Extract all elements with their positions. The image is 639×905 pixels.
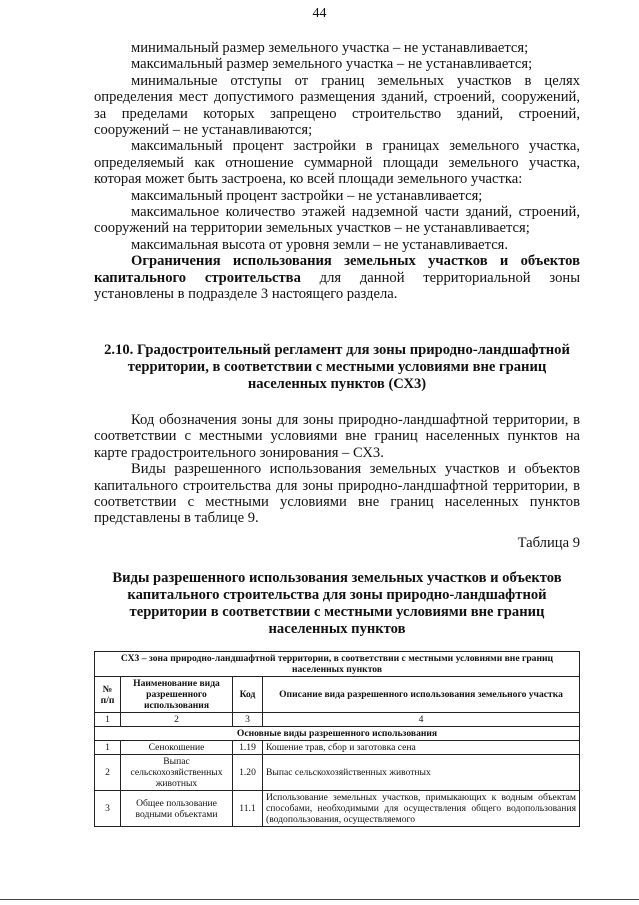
row-number: 3 xyxy=(95,791,121,827)
page-bottom-edge xyxy=(0,899,639,900)
table-title: Виды разрешенного использования земельных участков и объектов капитального строительства для зоны природно-ландшафтной территории в соответствии с местными условиями вне границ населенных пунктов xyxy=(112,570,562,637)
row-number: 1 xyxy=(95,741,121,755)
param-line: максимальный процент застройки – не устанавливается; xyxy=(131,187,483,204)
row-code: 11.1 xyxy=(233,791,263,827)
column-number-row xyxy=(95,713,580,727)
param-line: минимальный размер земельного участка – не устанавливается; xyxy=(131,40,529,56)
zone-code-paragraph: Код обозначения зоны для зоны природно-ландшафтной территории, в соответствии с местными условиями вне границ населенных пунктов на карте градостроительного зонирования – СХ3. xyxy=(94,412,580,461)
restriction-paragraph xyxy=(94,253,580,302)
column-header-row xyxy=(95,677,580,713)
col-header-number: № п/п xyxy=(95,677,121,713)
zone-header-cell: СХ3 – зона природно-ландшафтной территории, в соответствии с местными условиями вне границ населенных пунктов xyxy=(95,652,580,677)
table-row xyxy=(95,791,580,827)
section-title: 2.10. Градостроительный регламент для зоны природно-ландшафтной территории, в соответствии с местными условиями вне границ населенных пунктов (СХ3) xyxy=(104,342,570,392)
section-body xyxy=(94,412,580,527)
permitted-use-table xyxy=(94,651,580,827)
table-intro-paragraph: Виды разрешенного использования земельных участков и объектов капитального строительства для зоны природно-ландшафтной территории, в соответствии с местными условиями вне границ населенных пунктов представлены в таблице 9. xyxy=(94,461,580,527)
col-number-cell: 2 xyxy=(121,713,233,727)
restriction-bold-text: Ограничения использования земельных участков и объектов капитального строительства xyxy=(94,253,580,286)
row-use-name: Общее пользование водными объектами xyxy=(121,791,233,827)
param-line: минимальные отступы от границ земельных участков в целях определения мест допустимого размещения зданий, строений, сооружений, за пределами которых запрещено строительство зданий, строений, сооружений – не устанавливаются; xyxy=(94,72,580,139)
group-header-cell: Основные виды разрешенного использования xyxy=(95,727,580,741)
row-code: 1.20 xyxy=(233,755,263,791)
param-line: максимальный размер земельного участка – не устанавливается; xyxy=(131,56,533,73)
table-row xyxy=(95,741,580,755)
restriction-rest-text: для данной территориальной зоны установлены в подразделе 3 настоящего раздела. xyxy=(94,269,580,303)
col-header-name: Наименование вида разрешенного использования xyxy=(121,677,233,713)
regulation-parameters xyxy=(94,40,580,303)
row-description: Выпас сельскохозяйственных животных xyxy=(263,755,580,791)
row-code: 1.19 xyxy=(233,741,263,755)
param-line: максимальное количество этажей надземной части зданий, строений, сооружений на территории земельных участков – не устанавливается; xyxy=(94,204,580,237)
col-header-code: Код xyxy=(233,677,263,713)
param-line: максимальный процент застройки в границах земельного участка, определяемый как отношение суммарной площади земельного участка, которая может быть застроена, ко всей площади земельного участка: xyxy=(94,138,580,188)
col-number-cell: 1 xyxy=(95,713,121,727)
col-header-description: Описание вида разрешенного использования земельного участка xyxy=(263,677,580,713)
col-number-cell: 3 xyxy=(233,713,263,727)
zone-header-row xyxy=(95,652,580,677)
row-number: 2 xyxy=(95,755,121,791)
row-use-name: Сенокошение xyxy=(121,741,233,755)
row-description: Использование земельных участков, примыкающих к водным объектам способами, необходимыми для осуществления общего водопользования (водопользования, осуществляемого xyxy=(263,791,580,827)
page-number: 44 xyxy=(312,6,327,21)
param-line: максимальная высота от уровня земли – не устанавливается. xyxy=(131,236,509,253)
col-number-cell: 4 xyxy=(263,713,580,727)
row-description: Кошение трав, сбор и заготовка сена xyxy=(263,741,580,755)
row-use-name: Выпас сельскохозяйственных животных xyxy=(121,755,233,791)
table-label: Таблица 9 xyxy=(517,535,580,551)
table-row xyxy=(95,755,580,791)
group-header-row xyxy=(95,727,580,741)
